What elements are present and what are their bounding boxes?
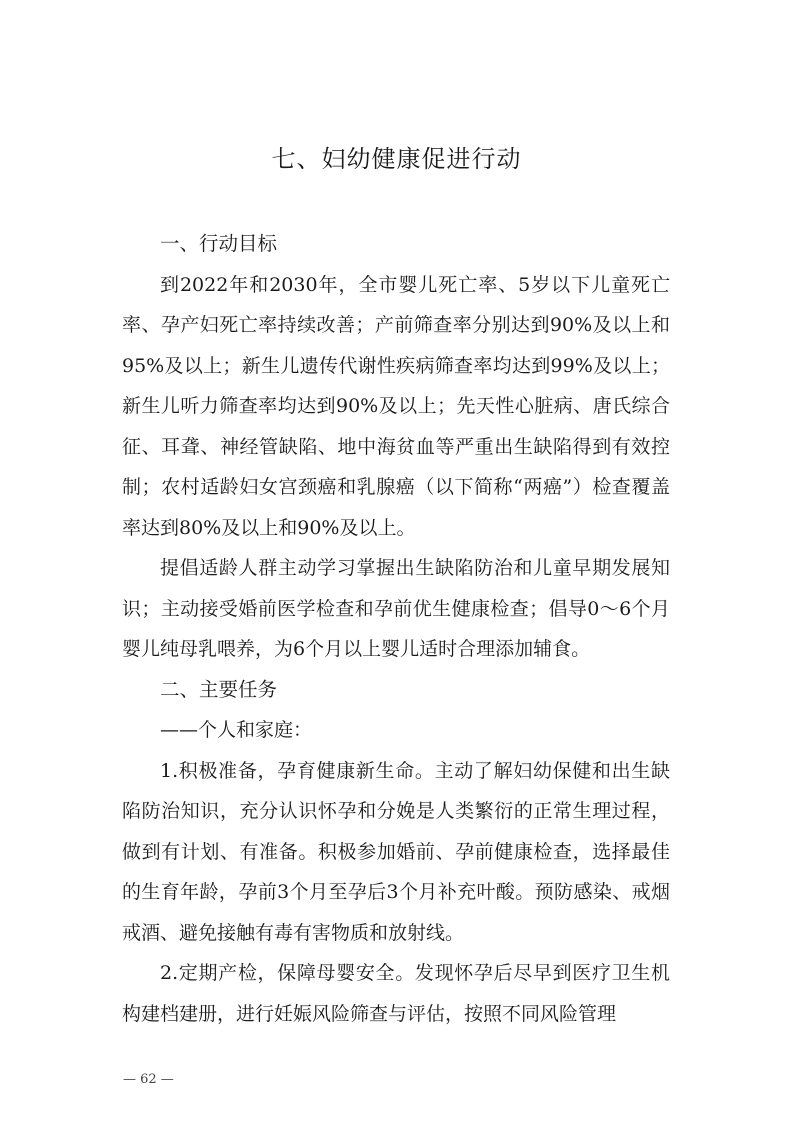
paragraph-task-1: 1.积极准备，孕育健康新生命。主动了解妇幼保健和出生缺陷防治知识，充分认识怀孕和分娩是人类繁衍的正常生理过程，做到有计划、有准备。积极参加婚前、孕前健康检查，选择最佳的生育年龄，孕前3个月至孕后3个月补充叶酸。预防感染、戒烟戒酒、避免接触有毒有害物质和放射线。 [122, 759, 670, 944]
paragraph-task-2: 2.定期产检，保障母婴安全。发现怀孕后尽早到医疗卫生机构建档建册，进行妊娠风险筛查与评估，按照不同风险管理 [122, 962, 670, 1025]
section-heading-goals: 一、行动目标 [160, 232, 278, 255]
page-number: — 62 — [123, 1072, 174, 1087]
page-title: 七、妇幼健康促进行动 [271, 145, 522, 173]
document-body [122, 224, 670, 1034]
section-heading-tasks: 二、主要任务 [160, 677, 278, 701]
paragraph-goals-targets: 到2022年和2030年，全市婴儿死亡率、5岁以下儿童死亡率、孕产妇死亡率持续改善；产前筛查率分别达到90%及以上和95%及以上；新生儿遗传代谢性疾病筛查率均达到99%及以上；新生儿听力筛查率均达到90%及以上；先天性心脏病、唐氏综合征、耳聋、神经管缺陷、地中海贫血等严重出生缺陷得到有效控制；农村适龄妇女宫颈癌和乳腺癌（以下简称“两癌”）检查覆盖率达到80%及以上和90%及以上。 [122, 273, 670, 539]
subheading-individual-family: ——个人和家庭： [160, 719, 313, 741]
paragraph-goals-advocacy: 提倡适龄人群主动学习掌握出生缺陷防治和儿童早期发展知识；主动接受婚前医学检查和孕前优生健康检查；倡导0～6个月婴儿纯母乳喂养，为6个月以上婴儿适时合理添加辅食。 [122, 557, 670, 660]
